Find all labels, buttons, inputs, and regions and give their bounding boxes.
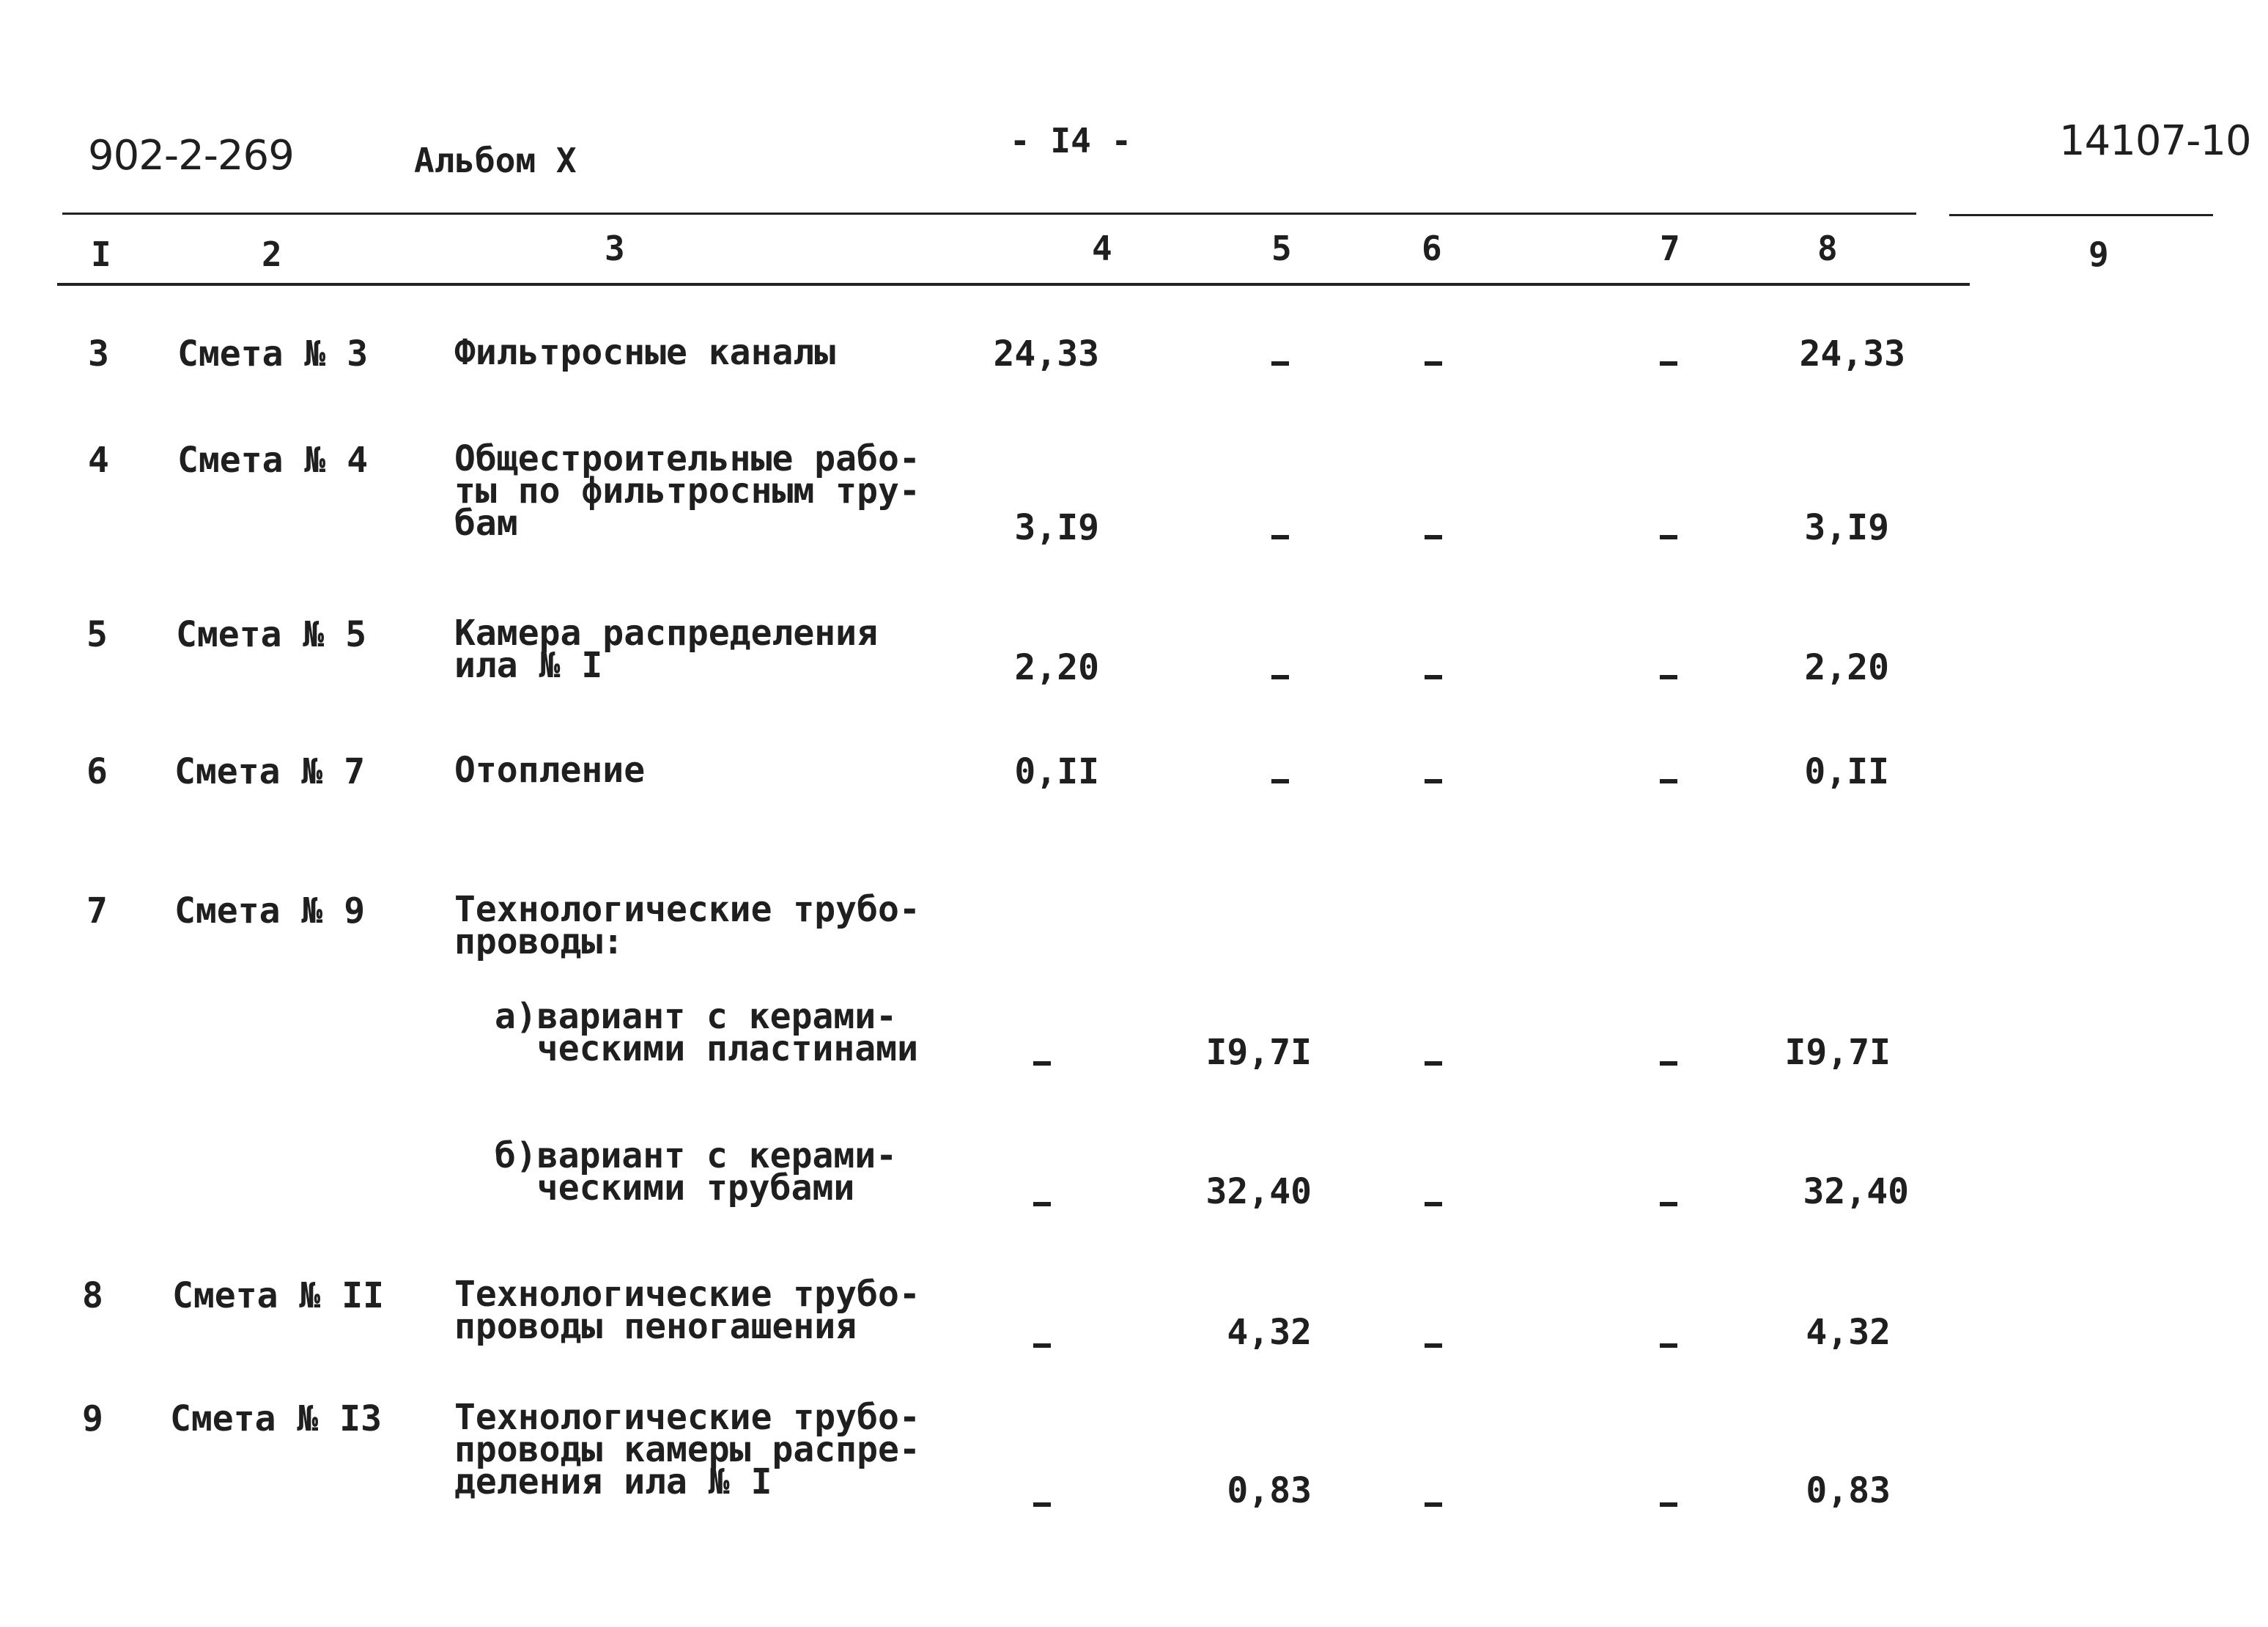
dash-col6 xyxy=(1425,1316,1442,1357)
dash-col4 xyxy=(1033,1475,1051,1516)
item-description: Фильтросные каналы xyxy=(454,332,836,373)
estimate-label: Смета № 5 xyxy=(176,614,367,655)
row-number: 4 xyxy=(88,440,109,481)
item-description: Технологические трубо- проводы пеногашения xyxy=(454,1274,920,1347)
column-number-3: 3 xyxy=(605,229,625,268)
dash-col5 xyxy=(1271,333,1289,375)
row-number: 5 xyxy=(86,614,108,655)
item-description: Общестроительные рабо- ты по фильтросным тру- бам xyxy=(454,438,920,544)
estimate-label: Смета № 7 xyxy=(174,751,366,792)
value-col8: 4,32 xyxy=(1806,1312,1891,1353)
value-col5: I9,7I xyxy=(1205,1032,1312,1073)
dash-col6 xyxy=(1425,1174,1442,1215)
value-col5: 0,83 xyxy=(1227,1470,1312,1511)
dash-col6 xyxy=(1425,1475,1442,1516)
value-col5: 4,32 xyxy=(1227,1312,1312,1353)
dash-col6 xyxy=(1425,751,1442,792)
value-col4: 3,I9 xyxy=(1014,507,1099,548)
item-variant-description: б)вариант с керами- ческими трубами xyxy=(495,1135,898,1209)
document-code: 902-2-269 xyxy=(88,132,294,180)
dash-col6 xyxy=(1425,333,1442,375)
header-rule-top xyxy=(62,213,1916,215)
value-col4: 2,20 xyxy=(1014,647,1099,688)
dash-col7 xyxy=(1660,1174,1677,1215)
dash-col5 xyxy=(1271,507,1289,548)
item-description: Отопление xyxy=(454,750,646,791)
value-col8: 24,33 xyxy=(1799,333,1905,375)
dash-col6 xyxy=(1425,507,1442,548)
header-rule-bottom xyxy=(57,283,1970,286)
estimate-label: Смета № 4 xyxy=(177,440,369,481)
dash-col7 xyxy=(1660,1033,1677,1074)
dash-col7 xyxy=(1660,333,1677,375)
row-number: 8 xyxy=(82,1275,103,1316)
column-number-8: 8 xyxy=(1817,229,1838,268)
estimate-label: Смета № I3 xyxy=(170,1398,382,1439)
value-col8: 0,II xyxy=(1804,751,1889,792)
value-col4: 24,33 xyxy=(993,333,1099,375)
album-label: Альбом X xyxy=(414,141,577,180)
dash-col7 xyxy=(1660,507,1677,548)
dash-col6 xyxy=(1425,647,1442,688)
dash-col7 xyxy=(1660,647,1677,688)
row-number: 3 xyxy=(88,333,109,375)
dash-col7 xyxy=(1660,1475,1677,1516)
page-number: - I4 - xyxy=(1010,121,1132,161)
corner-mark: 14107-10 xyxy=(2059,117,2251,165)
item-variant-description: а)вариант с керами- ческими пластинами xyxy=(495,996,918,1069)
dash-col7 xyxy=(1660,751,1677,792)
dash-col6 xyxy=(1425,1033,1442,1074)
dash-col5 xyxy=(1271,647,1289,688)
row-number: 7 xyxy=(86,890,108,931)
column-number-1: I xyxy=(91,235,111,274)
value-col8: I9,7I xyxy=(1784,1032,1891,1073)
value-col4: 0,II xyxy=(1014,751,1099,792)
estimate-label: Смета № 9 xyxy=(174,890,366,931)
value-col8: 2,20 xyxy=(1804,647,1889,688)
item-description: Технологические трубо- проводы камеры распре- деления ила № I xyxy=(454,1397,920,1502)
dash-col5 xyxy=(1271,751,1289,792)
value-col8: 0,83 xyxy=(1806,1470,1891,1511)
value-col8: 32,40 xyxy=(1803,1171,1909,1212)
item-description: Камера распределения ила № I xyxy=(454,613,878,686)
column-number-7: 7 xyxy=(1660,229,1680,268)
column-number-2: 2 xyxy=(262,235,282,274)
dash-col4 xyxy=(1033,1174,1051,1215)
value-col8: 3,I9 xyxy=(1804,507,1889,548)
column-number-9: 9 xyxy=(2088,235,2109,274)
value-col5: 32,40 xyxy=(1205,1171,1312,1212)
row-number: 9 xyxy=(82,1398,103,1439)
column-number-4: 4 xyxy=(1092,229,1112,268)
column-number-6: 6 xyxy=(1422,229,1442,268)
row-number: 6 xyxy=(86,751,108,792)
dash-col4 xyxy=(1033,1033,1051,1074)
dash-col7 xyxy=(1660,1316,1677,1357)
item-description: Технологические трубо- проводы: xyxy=(454,889,920,962)
estimate-label: Смета № 3 xyxy=(177,333,369,375)
dash-col4 xyxy=(1033,1316,1051,1357)
header-rule-top-right xyxy=(1949,214,2213,216)
column-number-5: 5 xyxy=(1271,229,1292,268)
estimate-label: Смета № II xyxy=(172,1275,384,1316)
